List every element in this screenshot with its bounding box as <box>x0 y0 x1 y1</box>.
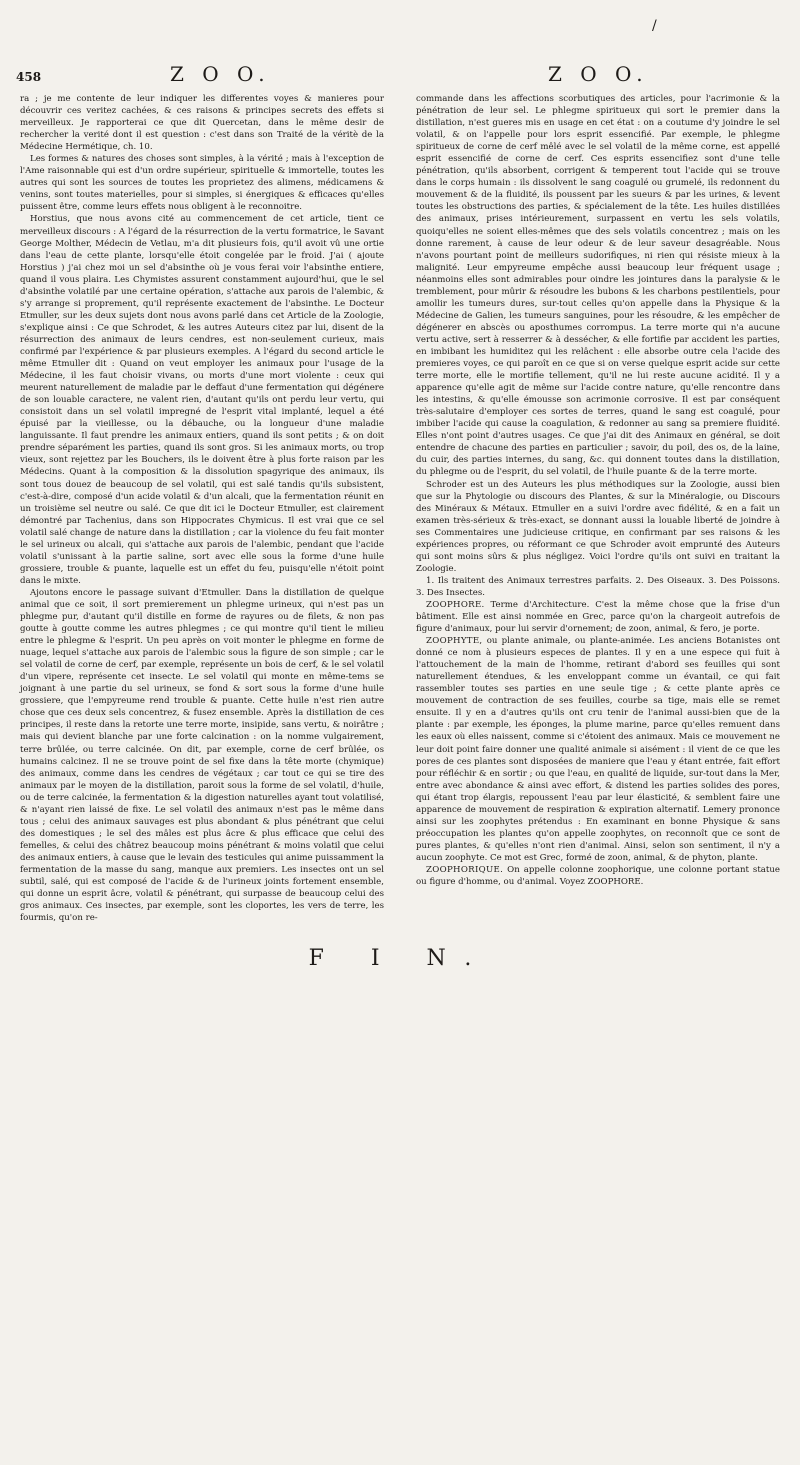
paragraph <box>416 864 780 888</box>
left-column <box>20 93 384 924</box>
running-head-right: Z O O. <box>548 62 649 86</box>
right-column <box>416 93 780 888</box>
paragraph <box>416 575 780 599</box>
paragraph-text: 1. Ils traitent des Animaux terrestres parfaits. 2. Des Oiseaux. 3. Des Poissons. 3. Des Insectes. <box>416 575 780 598</box>
paragraph-text: Les formes & natures des choses sont simples, à la vérité ; mais à l'exception de l'Ame raisonnable qui est d'un ordre supérieur, spirituelle & immortelle, toutes les autres qui sont les sources de toutes les proprietez des alimens, médicamens & venins, sont toutes materielles, pour si simples, si énergiques & efficaces qu'elles puissent être, comme leurs effets nous obligent à le reconnoitre. <box>20 154 384 213</box>
paragraph <box>416 93 780 479</box>
end-mark-fin: F I N. <box>308 946 492 971</box>
paragraph-text: Schroder est un des Auteurs les plus méthodiques sur la Zoologie, aussi bien que sur la Phytologie ou discours des Plantes, & sur la Minéralogie, ou Discours des Minéraux & Métaux. Etmuller en a suivi l'ordre avec fidélité, & en a fait un examen très-sérieux & très-exact, se donnant aussi la louable liberté de joindre à ses Commentaires une judicieuse critique, en confirmant par ses raisons & les expériences propres, ou réformant ce que Schroder avoit emprunté des Auteurs qui sont moins sûrs & plus négligez. Voici l'ordre qu'ils ont suivi en traitant la Zoologie. <box>416 479 780 574</box>
entry-headword: ZOOPHORIQUE. <box>426 865 504 875</box>
paragraph <box>20 587 384 924</box>
paragraph <box>416 599 780 635</box>
page-number: 458 <box>16 70 42 84</box>
paragraph-text: ra ; je me contente de leur indiquer les differentes voyes & manieres pour découvrir ces veritez cachées, & ces raisons & principes secrets des effets si merveilleux. Je rapporterai ce que dit Quercetan, dans le même desir de rechercher la verité dont il est question : c'est dans son Traité de la véritè de la Médecine Hermétique, ch. 10. <box>20 94 384 153</box>
corner-mark: / <box>652 18 657 34</box>
paragraph <box>20 93 384 153</box>
paragraph <box>416 479 780 575</box>
paragraph-text: Ajoutons encore le passage suivant d'Etmuller. Dans la distillation de quelque animal que ce soit, il sort premierement un phlegme urineux, qui n'est pas un phlegme pur, d'autant qu'il distille en forme de rayures ou de filets, & non pas goutte à goutte comme les autres phlegmes ; ce qui montre qu'il tient le milieu entre le phlegme & l'esprit. Un peu après on voit monter le phlegme en forme de nuage, lequel s'attache aux parois de l'alembic sous la figure de son simple ; car le sel volatil de corne de cerf, par exemple, représente un bois de cerf, & le sel volatil d'un vipere, représente cet insecte. Le sel volatil qui monte en même-tems se joignant à une partie du sel urineux, se fond & sort sous la forme d'une huile grossiere, que l'empyreume rend trouble & puante. Cette huile n'est rien autre chose que ces deux sels concentrez, & fusez ensemble. Après la distillation de ces principes, il reste dans la retorte une terre morte, insipide, sans vertu, & noirâtre ; mais qui devient blanche par une forte calcination : on la nomme vulgairement, terre brûlée, ou terre calcinée. On dit, par exemple, corne de cerf brûlée, os humains calcinez. Il ne se trouve point de sel fixe dans la tête morte (chymique) des animaux, comme dans les cendres de végétaux ; car tout ce qui se tire des animaux par le moyen de la distillation, paroit sous la forme de sel volatil, d'huile, ou de terre calcinée, la fermentation & la digestion naturelles ayant tout volatilisé, & n'ayant rien laissé de fixe. Le sel volatil des animaux n'est pas le même dans tous ; celui des animaux sauvages est plus abondant & plus pénétrant que celui des domestiques ; le sel des mâles est plus âcre & plus efficace que celui des femelles, & celui des châtrez beaucoup moins pénétrant & moins volatil que celui des animaux entiers, à cause que le levain des testicules qui anime puissamment la fermentation de la masse du sang, manque aux premiers. Les insectes ont un sel subtil, salé, qui est composé de l'acide & de l'urineux joints fortement ensemble, qui donne un esprit âcre, volatil & pénétrant, qui surpasse de beaucoup celui des gros animaux. Ces insectes, par exemple, sont les cloportes, les vers de terre, les fourmis, qu'on re- <box>20 587 385 924</box>
paragraph-text: commande dans les affections scorbutiques des articles, pour l'acrimonie & la pénétration de leur sel. Le phlegme spiritueux qui sort le premier dans la distillation, n'est gueres mis en usage en cet état : on a coutume d'y joindre le sel volatil, & on l'appelle pour lors esprit essencifié. Par exemple, le phlegme spiritueux de corne de cerf mêlé avec le sel volatil de la même corne, est appellé esprit essencifié de corne de cerf. Ces esprits essencifiez sont d'une telle pénétration, qu'ils absorbent, corrigent & temperent tout l'acide qui se trouve dans le corps humain : ils dissolvent le sang coagulé ou grumelé, ils redonnent du mouvement & de la fluidité, ils poussent par les sueurs & par les urines, & levent toutes les obstructions des parties, & spécialement de la tête. Les huiles distillées des animaux, prises intérieurement, surpassent en vertu les sels volatils, quoiqu'elles ne soient elles-mêmes que des sels volatils concentrez ; mais on les donne rarement, à cause de leur odeur & de leur saveur desagréable. Nous n'avons pourtant point de meilleurs sudorifiques, ni rien qui résiste mieux à la malignité. Leur empyreume empêche aussi beaucoup leur fréquent usage ; néanmoins elles sont admirables pour oindre les jointures dans la paralysie & le tremblement, pour mûrir & résoudre les bubons & les charbons pestilentiels, pour amollir les tumeurs dures, sur-tout celles qu'on appelle dans la Physique & la Médecine de Galien, les tumeurs sanguines, pour les résoudre, & les empêcher de dégénerer en abscès ou aposthumes corrompus. La terre morte qui n'a aucune vertu active, sert à resserrer & à dessécher, & elle fortifie par accident les parties, en imbibant les humiditez qui les relâchent : elle absorbe outre cela l'acide des premieres voyes, ce qui paroît en ce que si on verse quelque esprit acide sur cette terre morte, elle le mortifie tellement, qu'il ne lui reste aucune acidité. Il y a apparence qu'elle agit de même sur l'acide contre nature, qu'elle rencontre dans les intestins, & qu'elle émousse son acrimonie corrosive. Il est par conséquent très-salutaire d'employer ces sortes de terres, quand le sang est coagulé, pour imbiber l'acide qui cause la coagulation, & redonner au sang sa premiere fluidité. Elles n'ont point d'autres usages. Ce que j'ai dit des Animaux en général, se doit entendre de chacune des parties en particulier ; savoir, du poil, des os, de la laine, du cuir, des parties internes, du sang, &c. qui donnent toutes dans la distillation, du phlegme ou de l'esprit, du sel volatil, de l'huile puante & de la terre morte. <box>416 94 780 478</box>
paragraph <box>416 635 780 864</box>
entry-headword: ZOOPHORE. <box>426 599 485 610</box>
paragraph-text: On appelle colonne zoophorique, une colonne portant statue ou figure d'homme, ou d'animal. Voyez ZOOPHORE. <box>416 865 780 888</box>
paragraph-text: Terme d'Architecture. C'est la même chose que la frise d'un bâtiment. Elle est ainsi nommée en Grec, parce qu'on la chargeoit autrefois de figure d'animaux, pour lui servir d'ornement; de zoon, animal, & fero, je porte. <box>416 599 780 635</box>
running-head-left: Z O O. <box>170 62 271 86</box>
paragraph <box>20 213 384 586</box>
paragraph-text: ou plante animale, ou plante-animée. Les anciens Botanistes ont donné ce nom à plusieurs especes de plantes. Il y en a une espece qui fuit à l'attouchement de la main de l'homme, retirant d'abord ses feuilles qui sont naturellement étendues, & les enveloppant comme un évantail, ce qui fait rassembler toutes ses parties en une seule tige ; & cette plante après ce mouvement de contraction de ses feuilles, courbe sa tige, mais elle se remet ensuite. Il y en a d'autres qu'ils ont cru tenir de l'animal aussi-bien que de la plante : par exemple, les éponges, la plume marine, parce qu'elles remuent dans les eaux où elles naissent, comme si c'étoient des animaux. Mais ce mouvement ne leur doit point faire donner une qualité animale si aisément : il vient de ce que les pores de ces plantes sont disposées de maniere que l'eau y étant entrée, fait effort pour réfléchir & en sortir ; ou que l'eau, en qualité de liquide, sur-tout dans la Mer, entre avec abondance & ainsi avec effort, & distend les parties solides des pores, qui étant trop élargis, repoussent l'eau par leur élasticité, & semblent faire une apparence de mouvement de respiration & expiration alternatif. Lemery prononce ainsi sur les zoophytes prétendus : En examinant en bonne Physique & sans préoccupation les plantes qu'on appelle zoophytes, on reconnoît que ce sont de pures plantes, & qu'elles n'ont rien d'animal. Ainsi, selon son sentiment, il n'y a aucun zoophyte. Ce mot est Grec, formé de zoon, animal, & de phyton, plante. <box>416 636 780 863</box>
entry-headword: ZOOPHYTE, <box>426 636 483 647</box>
paragraph <box>20 153 384 213</box>
paragraph-text: Horstius, que nous avons cité au commencement de cet article, tient ce merveilleux discours : A l'égard de la résurrection de la vertu formatrice, le Savant George Molther, Médecin de Vetlau, m'a dit plusieurs fois, qu'il avoit vû une ortie dans l'eau de cette plante, lorsqu'elle étoit congelée par le froid. J'ai ( ajoute Horstius ) j'ai chez moi un sel d'absinthe où je vous ferai voir l'absinthe entiere, quand il vous plaira. Les Chymistes assurent constamment aujourd'hui, que le sel d'absinthe volatilé par une certaine opération, s'attache aux parois de l'alembic, & s'y arrange si proprement, qu'il représente exactement de l'absinthe. Le Docteur Etmuller, sur les deux sujets dont nous avons parlé dans cet Article de la Zoologie, s'explique ainsi : Ce que Schrodet, & les autres Auteurs citez par lui, disent de la résurrection des animaux de leurs cendres, est non-seulement curieux, mais confirmé par l'expérience & par plusieurs exemples. A l'égard du second article le même Etmuller dit : Quand on veut employer les animaux pour l'usage de la Médecine, il les faut choisir vivans, ou morts d'une mort violente : ceux qui meurent naturellement de maladie par le deffaut d'une fermentation qui dégénere de son louable caractere, ne valent rien, d'autant qu'ils ont perdu leur vertu, qui consistoit dans un sel volatil impregné de l'esprit vital implanté, lequel a été épuisé par la vieillesse, ou la débauche, ou la longueur d'une maladie languissante. Il faut prendre les animaux entiers, quand ils sont petits ; & on doit prendre séparément les parties, quand ils sont gros. Si les animaux morts, ou trop vieux, sont rejettez par les Bouchers, ils le doivent être à plus forte raison par les Médecins. Quant à la composition & la dissolution spagyrique des animaux, ils sont tous douez de beaucoup de sel volatil, qui est salé tandis qu'ils subsistent, c'est-à-dire, composé d'un acide volatil & d'un alcali, que la fermentation réunit en un troisième sel neutre ou salé. Ce que dit ici le Docteur Etmuller, est clairement démontré par Tachenius, dans son Hippocrates Chymicus. Il est vrai que ce sel volatil salé change de nature dans la distillation ; car la violence du feu fait monter le sel urineux ou alcali, qui s'attache aux parois de l'alembic, pendant que l'acide volatil s'unissant à la partie saline, sort avec elle sous la forme d'une huile grossiere, trouble & puante, laquelle est un effet du feu, puisqu'elle n'étoit point dans le mixte. <box>20 214 384 586</box>
